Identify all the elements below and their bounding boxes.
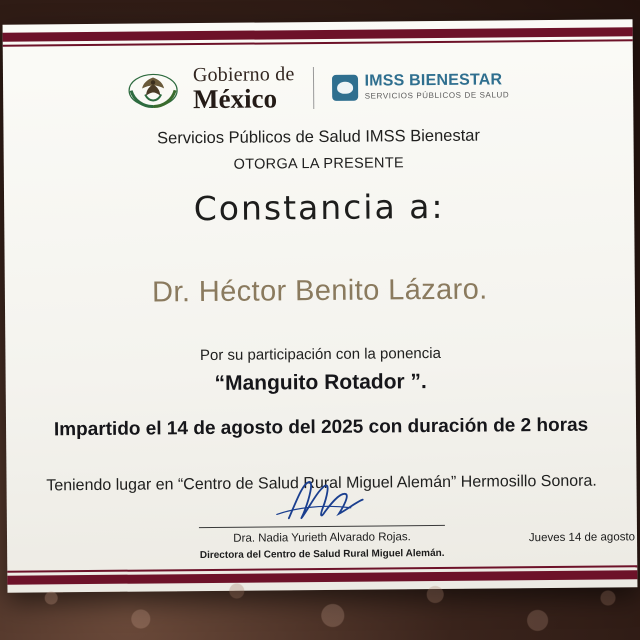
topic-title: “Manguito Rotador ”. [214,370,427,395]
imss-bienestar-logo-icon [332,73,510,102]
gov-line-1: Gobierno de [192,63,295,87]
mexican-coat-of-arms-icon [127,69,179,109]
government-wordmark [193,64,295,113]
signer-name: Dra. Nadia Yurieth Alvarado Rojas. [233,531,411,545]
signature-icon [6,471,636,528]
participation-line: Por su participación con la ponencia [199,344,441,365]
imss-title: IMSS BIENESTAR [364,71,503,91]
gov-line-2: México [192,83,278,115]
logo-divider [312,67,313,109]
certificate-sheet [3,19,638,592]
imss-subtitle: SERVICIOS PÚBLICOS DE SALUD [364,90,510,101]
place-line: Teniendo lugar en “Centro de Salud Rural Miguel Alemán” Hermosillo Sonora. [46,472,597,495]
signer-role: Directora del Centro de Salud Rural Miguel Alemán. [199,547,445,562]
date-duration-line: Impartido el 14 de agosto del 2025 con duración de 2 horas [53,414,589,441]
grants-line: OTORGA LA PRESENTE [233,155,404,173]
recipient-name: Dr. Héctor Benito Lázaro. [151,273,488,309]
signature-block [6,471,637,562]
organization-line: Servicios Públicos de Salud IMSS Bienestar [157,126,481,148]
issued-date: Jueves 14 de agosto [528,531,636,545]
certificate-content [3,49,637,495]
logo-row [3,61,633,114]
imss-mark-icon [332,75,358,101]
certificate-headline: Constancia a: [193,186,445,229]
